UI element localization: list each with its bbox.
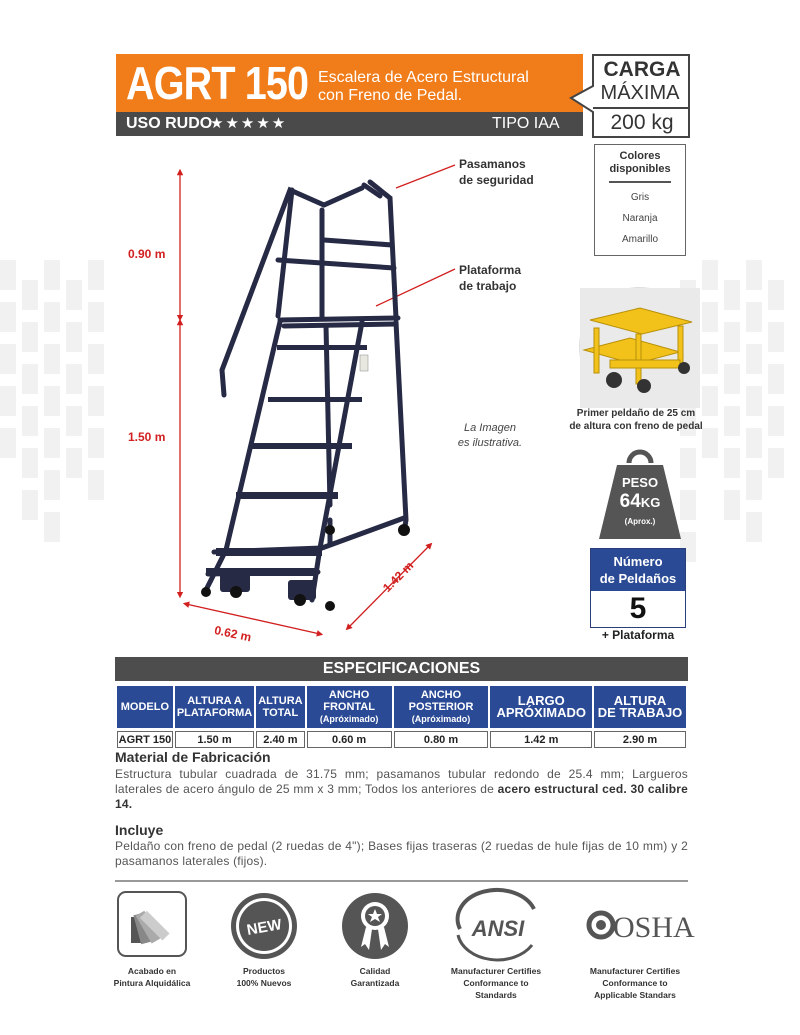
background-bar [66,364,82,394]
rating-stars: ★★★★★ [210,115,288,132]
subtitle-line-1: Escalera de Acero Estructural [318,69,529,86]
specs-header-cell: ALTURA TOTAL [256,686,304,728]
background-bar [88,386,104,416]
paint-swatch-icon [117,891,187,957]
background-bar [0,386,16,416]
note-line-1: La Imagen [464,422,516,434]
material-body: Estructura tubular cuadrada de 31.75 mm; pasamanos tubular redondo de 25.4 mm; Largueros laterales de acero ángulo de 25 mm x 3 mm; Todos los anteriores de [115,767,688,796]
specs-header-cell: ALTURA A PLATAFORMA [175,686,254,728]
background-bar [0,302,16,332]
ansi-text: ANSI [471,916,525,941]
osha-logo-icon [585,907,695,944]
product-subtitle [318,69,529,105]
background-bar [724,448,740,478]
background-bar [22,322,38,352]
background-bar [746,428,762,458]
type-label: TIPO IAA [492,115,560,132]
ladder-wheels [201,524,410,611]
background-bar [768,280,784,310]
dimension-top-height: 0.90 m [128,247,166,261]
badge-caption [222,965,306,989]
dimension-width: 0.62 m [213,623,253,645]
platform-label [459,262,521,294]
background-bar [44,386,60,416]
specs-cell: 1.42 m [490,731,592,748]
background-bar [44,470,60,500]
background-bar [746,260,762,290]
specs-table [115,683,688,751]
osha-text: OSHA [613,911,695,944]
background-bar [746,470,762,500]
background-bar [702,344,718,374]
colors-title-line-1: Colores [619,150,661,162]
background-bar [22,406,38,436]
background-bar [44,428,60,458]
new-badge-icon [230,892,298,960]
specs-header-cell: MODELO [117,686,173,728]
material-title: Material de Fabricación [115,749,271,765]
background-bar [66,406,82,436]
badge-caption-line: Manufacturer Certifies [589,966,681,976]
new-badge-text: NEW [245,916,283,939]
badge-caption-line: Standards [475,990,517,1000]
badge-caption [575,965,695,1001]
specs-cell: 0.60 m [307,731,392,748]
background-bar [44,512,60,542]
colors-divider [609,181,671,183]
specs-header-row [117,686,686,728]
steps-count-box [590,548,686,628]
specs-cell: AGRT 150 [117,731,173,748]
steps-count-title [591,553,685,587]
background-bar [746,386,762,416]
background-bar [768,448,784,478]
background-bar [22,490,38,520]
background-bar [88,344,104,374]
badge-caption [333,965,417,989]
color-item: Amarillo [621,234,659,245]
background-bar [66,280,82,310]
background-bar [22,280,38,310]
specs-cell: 2.40 m [256,731,304,748]
badge-caption-line: Pintura Alquidálica [113,978,191,988]
product-model-title: AGRT 150 [126,57,309,109]
background-bar [746,302,762,332]
specs-header-cell: LARGO APRÓXIMADO [490,686,592,728]
background-bar [746,344,762,374]
divider [115,880,688,882]
steps-extra-label: + Plataforma [601,628,675,642]
max-load-value: 200 kg [610,111,674,134]
photo-caption [556,407,716,433]
background-bar [724,322,740,352]
background-bar [702,260,718,290]
background-bar [88,260,104,290]
badge-caption [110,965,194,989]
step-brake-photo [579,287,699,407]
background-bar [768,364,784,394]
available-colors-panel [594,144,686,256]
background-bar [724,490,740,520]
badge-caption-line: Productos [242,966,286,976]
background-bar [44,260,60,290]
badge-caption-line: Applicable Standars [594,990,676,1000]
background-bar [66,322,82,352]
colors-title [595,150,685,176]
steps-title-line-2: de Peldaños [599,571,677,586]
background-bar [768,406,784,436]
color-item: Naranja [622,213,658,224]
steps-count-value: 5 [629,592,647,625]
weight-note: (Aprox.) [624,517,656,526]
specs-header-cell: ANCHO POSTERIOR (Apróximado) [394,686,489,728]
background-bar [724,280,740,310]
background-bar [724,364,740,394]
background-bar [88,428,104,458]
quality-ribbon-icon [341,892,409,960]
note-line-2: es ilustrativa. [457,437,523,449]
background-bar [768,322,784,352]
background-bar [0,344,16,374]
photo-caption-line-2: de altura con freno de pedal [569,421,703,432]
dimension-platform-height: 1.50 m [128,430,166,444]
platform-label-line-2: de trabajo [459,279,517,293]
badge-caption-line: Manufacturer Certifies [450,966,542,976]
subtitle-line-2: con Freno de Pedal. [318,87,463,104]
handrail-label-line-2: de seguridad [459,173,534,187]
ladder-diagram [120,150,560,650]
specs-cell: 1.50 m [175,731,254,748]
weight-number: 64 [619,491,641,512]
badge-caption-line: Garantizada [350,978,400,988]
usage-label: USO RUDO [126,115,213,132]
dimension-depth: 1.42 m [380,558,417,595]
background-bar [0,260,16,290]
badge-caption-line: Conformance to [463,978,529,988]
weight-label: PESO [621,475,659,490]
badge-caption-line: Conformance to [602,978,668,988]
platform-label-line-1: Plataforma [459,263,522,277]
handrail-label [459,156,534,188]
background-bar [22,364,38,394]
photo-caption-line-1: Primer peldaño de 25 cm [576,408,696,419]
background-bar [44,302,60,332]
specs-title: ESPECIFICACIONES [322,660,481,677]
badge-caption [440,965,552,1001]
background-bar [746,512,762,542]
badge-caption-line: Acabado en [127,966,177,976]
ansi-logo-icon [448,895,544,957]
weight-unit: KG [640,495,661,510]
badge-caption-line: 100% Nuevos [236,978,292,988]
handrail-label-line-1: Pasamanos [459,157,526,171]
background-bar [44,344,60,374]
background-bar [0,428,16,458]
background-bar [724,406,740,436]
specs-header-cell: ANCHO FRONTAL (Apróximado) [307,686,392,728]
weight-value [595,491,685,513]
background-bar [88,302,104,332]
colors-title-line-2: disponibles [609,163,671,175]
background-bar [66,448,82,478]
illustrative-note [447,421,533,451]
background-bar [88,470,104,500]
ladder-frame [206,182,406,600]
table-row [117,731,686,748]
max-load-label-1: CARGA [603,58,681,81]
steps-title-line-1: Número [613,554,663,569]
material-text [115,767,688,812]
specs-cell: 0.80 m [394,731,489,748]
includes-text: Peldaño con freno de pedal (2 ruedas de 4"); Bases fijas traseras (2 ruedas de hule fijas de 10 mm) y 2 pasamanos laterales (fijos). [115,839,688,868]
material-bold: acero estructural ced. 30 calibre 14. [115,782,689,811]
includes-title: Incluye [115,822,164,838]
max-load-label-2: MÁXIMA [600,82,680,104]
color-item: Gris [630,192,650,203]
specs-cell: 2.90 m [594,731,686,748]
specs-header-cell: ALTURA DE TRABAJO [594,686,686,728]
badge-caption-line: Calidad [359,966,391,976]
background-bar [702,302,718,332]
background-bar [22,448,38,478]
